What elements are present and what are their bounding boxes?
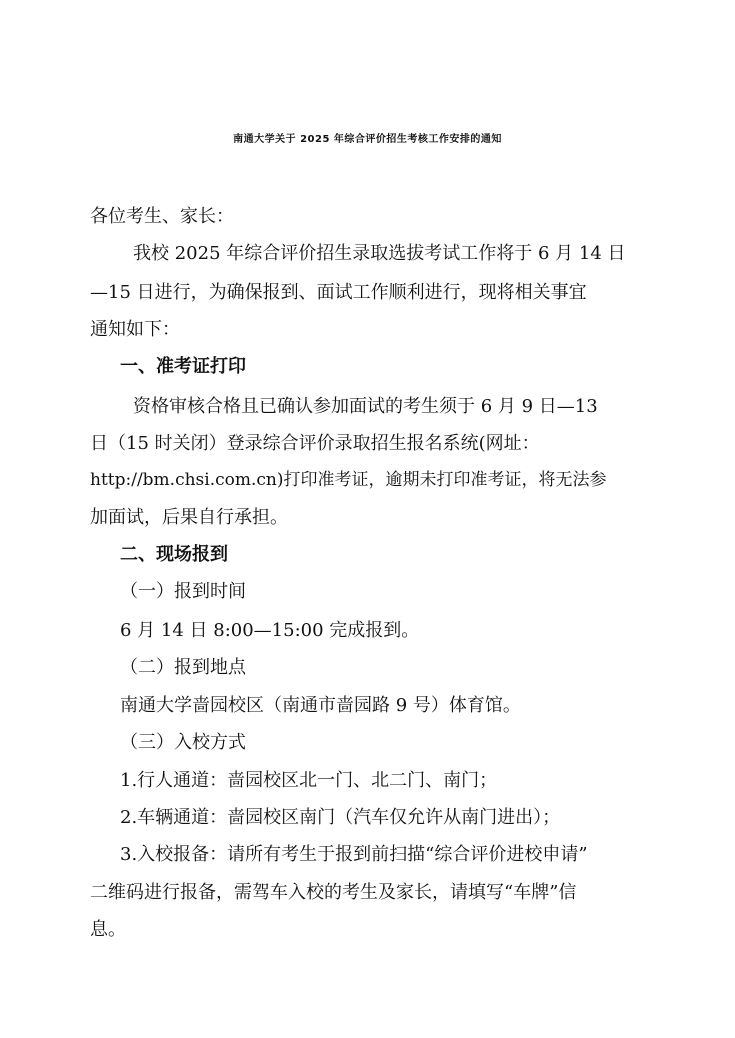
intro-line-2: —15 日进行，为确保报到、面试工作顺利进行，现将相关事宜 (90, 282, 587, 303)
entry-item-1: 1.行人通道：啬园校区北一门、北二门、南门； (120, 770, 498, 791)
intro-line-3: 通知如下： (90, 319, 180, 340)
section-1-line-3: http://bm.chsi.com.cn)打印准考证，逾期未打印准考证，将无法参 (90, 470, 607, 490)
subsection-1-body: 6 月 14 日 8:00—15:00 完成报到。 (120, 620, 420, 641)
subsection-1-heading: （一）报到时间 (120, 581, 246, 602)
section-2-heading: 二、现场报到 (120, 544, 228, 565)
section-1-line-2: 日（15 时关闭）登录综合评价录取招生报名系统(网址： (90, 433, 540, 454)
intro-line-1: 我校 2025 年综合评价招生录取选拔考试工作将于 6 月 14 日 (133, 243, 626, 264)
entry-item-3-continuation-2: 息。 (90, 919, 126, 940)
section-1-line-4: 加面试，后果自行承担。 (90, 507, 288, 528)
subsection-2-heading: （二）报到地点 (120, 657, 246, 678)
section-1-line-1: 资格审核合格且已确认参加面试的考生须于 6 月 9 日—13 (133, 396, 598, 417)
entry-item-3: 3.入校报备：请所有考生于报到前扫描“综合评价进校申请” (120, 844, 588, 865)
subsection-3-heading: （三）入校方式 (120, 732, 246, 753)
subsection-2-body: 南通大学啬园校区（南通市啬园路 9 号）体育馆。 (120, 695, 521, 716)
entry-item-3-continuation-1: 二维码进行报备，需驾车入校的考生及家长，请填写“车牌”信 (90, 882, 577, 903)
document-title: 南通大学关于 2025 年综合评价招生考核工作安排的通知 (233, 134, 502, 145)
entry-item-2: 2.车辆通道：啬园校区南门（汽车仅允许从南门进出）； (120, 807, 561, 828)
salutation: 各位考生、家长： (90, 206, 234, 227)
section-1-heading: 一、准考证打印 (120, 356, 246, 377)
